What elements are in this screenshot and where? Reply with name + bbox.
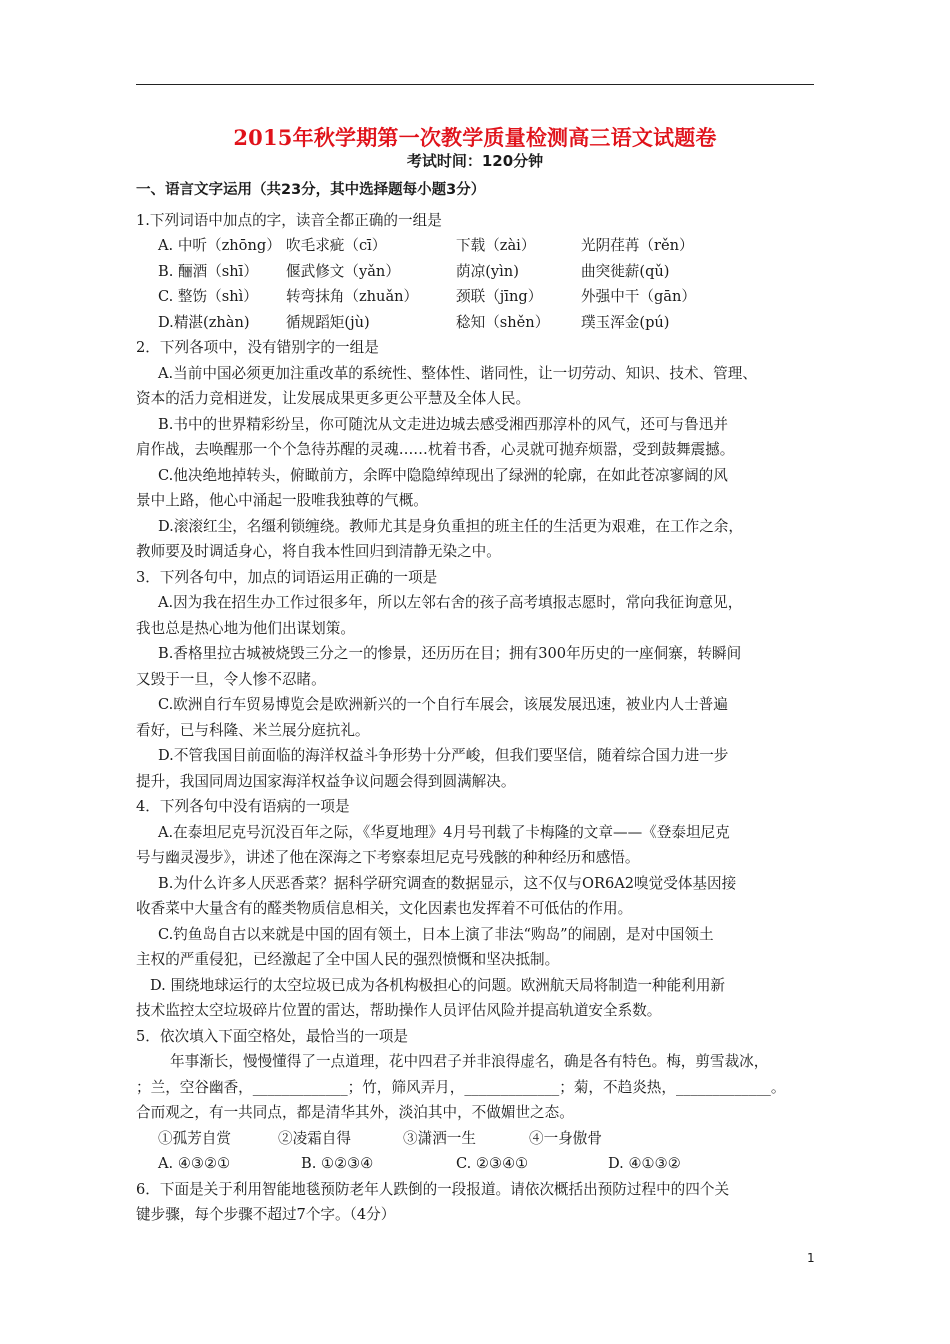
q5-phrase-1: ①孤芳自赏 [158,1129,231,1147]
q1-a-4: 光阴荏苒（rěn） [581,237,694,254]
q3-option-d-line2: 提升，我国同周边国家海洋权益争议问题会得到圆满解决。 [136,772,516,790]
exam-title: 2015年秋学期第一次教学质量检测高三语文试题卷 [233,125,717,150]
q5-passage-line3: 合而观之，有一共同点，都是清华其外，淡泊其中，不做媚世之态。 [136,1104,574,1121]
q2-option-d-line2: 教师要及时调适身心，将自我本性回归到清静无染之中。 [136,543,501,560]
q3-option-c-line2: 看好，已与科隆、米兰展分庭抗礼。 [136,721,370,739]
q3-option-b-line1: B.香格里拉古城被烧毁三分之一的惨景，还历历在目；拥有300年历史的一座侗寨，转瞬间 [158,645,742,662]
question-6-stem-line2: 键步骤，每个步骤不超过7个字。（4分） [136,1206,396,1223]
q1-a-3: 下载（zài） [456,237,536,254]
q1-c-3: 颈联（jīng） [456,288,543,305]
exam-content [136,178,816,1228]
q2-option-b-line1: B.书中的世界精彩纷呈，你可随沈从文走进边城去感受湘西那淳朴的风气，还可与鲁迅并 [158,415,728,433]
q5-choice-b: B. ①②③④ [301,1155,374,1172]
q4-option-c-line2: 主权的严重侵犯，已经激起了全中国人民的强烈愤慨和坚决抵制。 [136,951,560,968]
q4-option-a-line1: A.在泰坦尼克号沉没百年之际，《华夏地理》4月号刊载了卡梅隆的文章——《登泰坦尼克 [158,823,730,841]
q3-option-b-line2: 又毁于一旦，令人惨不忍睹。 [136,670,326,688]
question-5-stem: 5．依次填入下面空格处，最恰当的一项是 [136,1027,408,1045]
q1-c-1: C. 整饬（shì） [158,288,258,305]
q5-phrase-2: ②凌霜自得 [278,1129,351,1147]
question-2-stem: 2．下列各项中，没有错别字的一组是 [136,339,379,356]
q1-d-1: D.精湛(zhàn) [158,313,250,331]
q5-choice-d: D. ④①③② [608,1155,681,1172]
page-number: 1 [807,1251,815,1265]
q4-option-d-line1: D. 围绕地球运行的太空垃圾已成为各机构极担心的问题。欧洲航天局将制造一种能利用新 [150,976,726,994]
q4-option-c-line1: C.钓鱼岛自古以来就是中国的固有领土，日本上演了非法“购岛”的闹剧，是对中国领土 [158,925,714,943]
q5-passage-line1: 年事渐长，慢慢懂得了一点道理，花中四君子并非浪得虚名，确是各有特色。梅，剪雪裁冰， [170,1053,769,1070]
q1-b-4: 曲突徙薪(qǔ) [581,262,670,280]
q4-option-d-line2: 技术监控太空垃圾碎片位置的雷达，帮助操作人员评估风险并提高轨道安全系数。 [136,1002,662,1019]
q1-d-3: 稔知（shěn） [456,313,550,331]
q3-option-d-line1: D.不管我国目前面临的海洋权益斗争形势十分严峻，但我们要坚信，随着综合国力进一步 [158,747,729,764]
q1-c-4: 外强中干（gān） [581,288,697,305]
q1-d-4: 璞玉浑金(pú) [581,313,670,331]
q3-option-c-line1: C.欧洲自行车贸易博览会是欧洲新兴的一个自行车展会，该展发展迅速，被业内人士普遍 [158,696,728,713]
q2-option-b-line2: 肩作战，去唤醒那一个个急待苏醒的灵魂……枕着书香，心灵就可抛弃烦嚣，受到鼓舞震撼。 [136,441,735,458]
q5-phrase-3: ③潇洒一生 [403,1129,476,1147]
q5-choices [136,1151,816,1177]
q5-phrase-4: ④一身傲骨 [529,1129,602,1147]
q3-option-a-line2: 我也总是热心地为他们出谋划策。 [136,619,355,637]
q1-d-2: 循规蹈矩(jù) [286,313,370,331]
exam-duration: 考试时间：120分钟 [406,152,544,170]
q4-option-b-line2: 收香菜中大量含有的醛类物质信息相关，文化因素也发挥着不可低估的作用。 [136,900,633,917]
q5-passage-line2: ；兰，空谷幽香，_____________；竹，筛风弄月，_____________；菊，不趋炎热，_____________。 [136,1078,786,1096]
q5-choice-a: A. ④③②① [158,1155,231,1172]
question-3-stem: 3．下列各句中，加点的词语运用正确的一项是 [136,568,438,586]
q1-c-2: 转弯抹角（zhuǎn） [286,288,419,305]
question-4-stem: 4．下列各句中没有语病的一项是 [136,798,350,815]
question-6-stem-line1: 6．下面是关于利用智能地毯预防老年人跌倒的一段报道。请依次概括出预防过程中的四个关 [136,1180,730,1198]
q5-choice-c: C. ②③④① [456,1155,529,1172]
q1-b-3: 荫凉(yìn) [456,262,519,280]
question-1-stem: 1.下列词语中加点的字，读音全都正确的一组是 [136,211,442,229]
q5-phrase-list [136,1126,816,1152]
q2-option-d-line1: D.滚滚红尘，名缰利锁缠绕。教师尤其是身负重担的班主任的生活更为艰难，在工作之余， [158,517,743,535]
q2-option-c-line2: 景中上路，他心中涌起一股唯我独尊的气概。 [136,492,428,509]
q2-option-a-line1: A.当前中国必须更加注重改革的系统性、整体性、谐同性，让一切劳动、知识、技术、管理、 [158,364,757,382]
q1-b-2: 偃武修文（yǎn） [286,262,400,280]
question-1-options [136,233,816,335]
q1-a-2: 吹毛求疵（cī） [286,237,387,254]
q1-a-1: A. 中听（zhōng） [158,237,281,254]
q4-option-a-line2: 号与幽灵漫步》，讲述了他在深海之下考察泰坦尼克号残骸的种种经历和感悟。 [136,849,640,866]
q1-b-1: B. 酾酒（shī） [158,262,258,280]
section-heading: 一、语言文字运用（共23分，其中选择题每小题3分） [136,182,486,198]
q2-option-a-line2: 资本的活力竞相迸发，让发展成果更多更公平慧及全体人民。 [136,390,531,407]
q4-option-b-line1: B.为什么许多人厌恶香菜？据科学研究调查的数据显示，这不仅与OR6A2嗅觉受体基因接 [158,874,737,892]
q3-option-a-line1: A.因为我在招生办工作过很多年，所以左邻右舍的孩子高考填报志愿时，常向我征询意见， [158,594,743,611]
q2-option-c-line1: C.他决绝地掉转头，俯瞰前方，余晖中隐隐绰绰现出了绿洲的轮廓，在如此苍凉寥阔的风 [158,466,728,484]
header-rule [136,84,814,85]
